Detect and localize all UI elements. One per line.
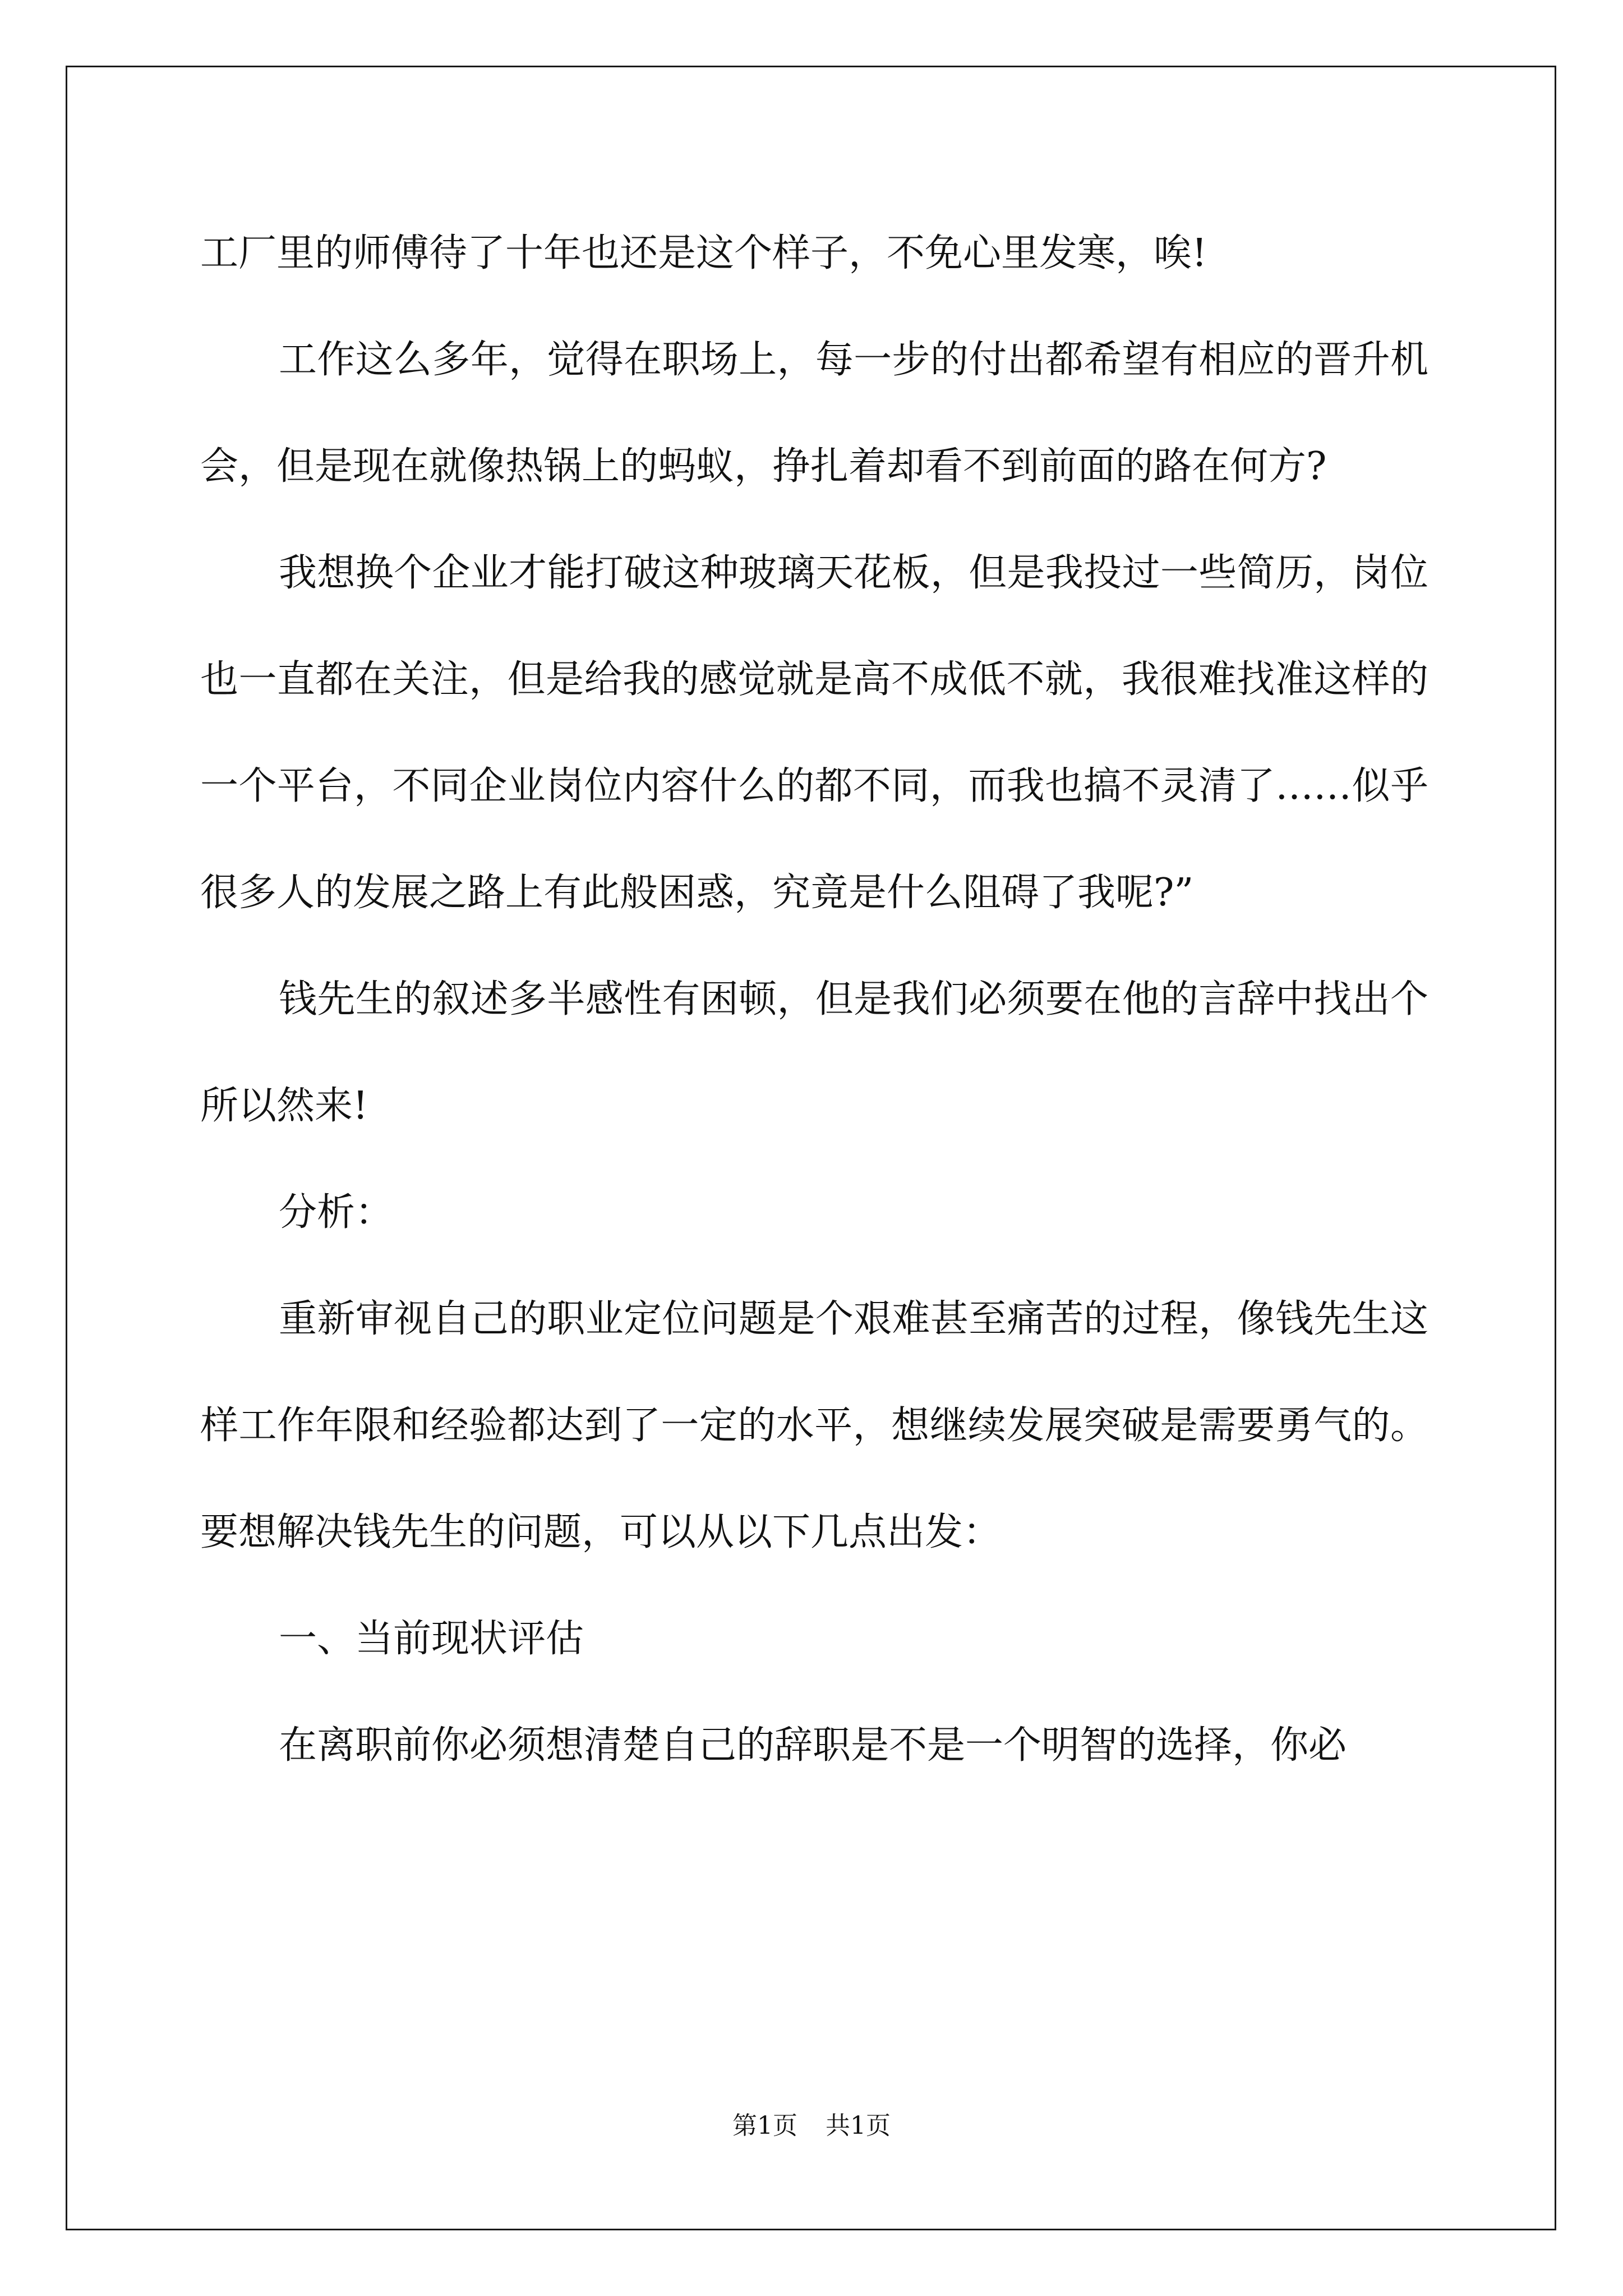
page-number: 第1页 [732,2111,797,2140]
section-heading: 一、当前现状评估 [279,1617,584,1661]
paragraph-6: 重新审视自己的职业定位问题是个艰难甚至痛苦的过程，像钱先生这样工作年限和经验都达到了一定的水平，想继续发展突破是需要勇气的。要想解决钱先生的问题，可以从以下几点出发： [200,1297,1428,1554]
page-footer [0,2105,1623,2141]
paragraph-4: 钱先生的叙述多半感性有困顿，但是我们必须要在他的言辞中找出个所以然来! [200,977,1428,1128]
paragraph-7: 在离职前你必须想清楚自己的辞职是不是一个明智的选择，你必 [279,1723,1347,1768]
paragraph-2: 工作这么多年，觉得在职场上，每一步的付出都希望有相应的晋升机会，但是现在就像热锅上的蚂蚁，挣扎着却看不到前面的路在何方? [200,338,1428,489]
page-total: 共1页 [826,2111,891,2140]
paragraph-1: 工厂里的师傅待了十年也还是这个样子，不免心里发寒，唉! [200,231,1207,275]
paragraph-5: 分析： [279,1190,394,1235]
paragraph-3: 我想换个企业才能打破这种玻璃天花板，但是我投过一些简历，岗位也一直都在关注，但是给我的感觉就是高不成低不就，我很难找准这样的一个平台，不同企业岗位内容什么的都不同，而我也搞不灵清了……似乎很多人的发展之路上有此般困惑，究竟是什么阻碍了我呢?” [200,551,1428,915]
document-body [200,200,1428,1799]
